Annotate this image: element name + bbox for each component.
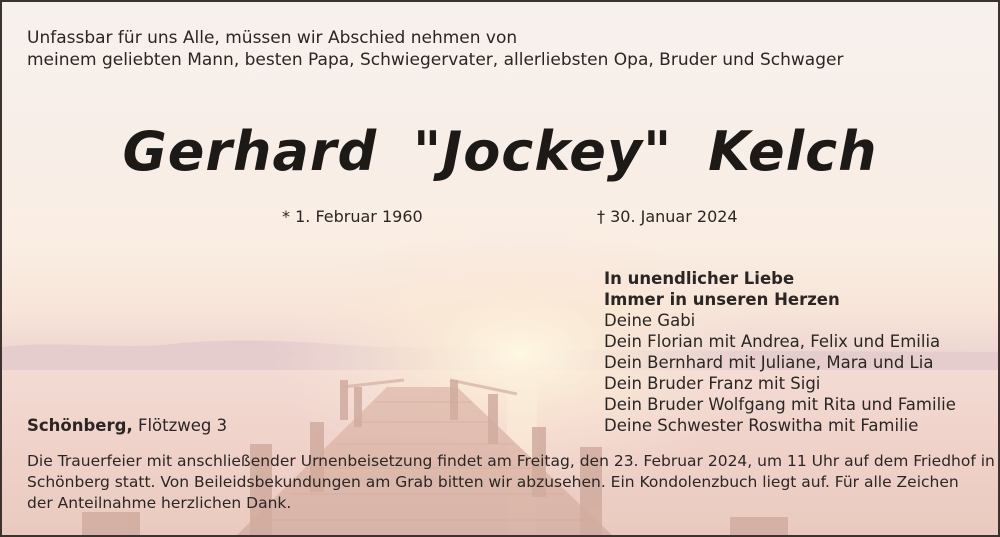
address-street: Flötzweg 3: [137, 416, 228, 435]
mourner-entry: Deine Schwester Roswitha mit Familie: [604, 416, 919, 435]
deceased-name: Gerhard "Jockey" Kelch: [122, 120, 878, 183]
mourner-entry: Dein Bruder Wolfgang mit Rita und Familie: [604, 395, 956, 414]
intro-line: meinem geliebten Mann, besten Papa, Schwiegervater, allerliebsten Opa, Bruder und Schwager: [27, 50, 844, 70]
funeral-line: Die Trauerfeier mit anschließender Urnenbeisetzung findet am Freitag, den 23. Februar 2024, um 11 Uhr auf dem Friedhof in: [27, 452, 995, 470]
family-address: [27, 416, 227, 435]
mourners-list: [604, 268, 956, 436]
address-town: Schönberg,: [27, 416, 133, 435]
mourner-entry: Dein Bruder Franz mit Sigi: [604, 374, 821, 393]
mourners-subheading: Immer in unseren Herzen: [604, 290, 840, 309]
mourner-entry: Deine Gabi: [604, 311, 696, 330]
mourner-entry: Dein Bernhard mit Juliane, Mara und Lia: [604, 353, 934, 372]
death-date: † 30. Januar 2024: [597, 207, 738, 226]
intro-line: Unfassbar für uns Alle, müssen wir Abschied nehmen von: [27, 28, 518, 48]
mourner-entry: Dein Florian mit Andrea, Felix und Emilia: [604, 332, 941, 351]
mourners-heading: In unendlicher Liebe: [604, 269, 795, 288]
funeral-line: Schönberg statt. Von Beileidsbekundungen am Grab bitten wir abzusehen. Ein Kondolenzbuch liegt auf. Für alle Zeichen: [27, 473, 959, 491]
birth-date: * 1. Februar 1960: [282, 207, 423, 226]
funeral-line: der Anteilnahme herzlichen Dank.: [27, 494, 292, 512]
intro-text: [27, 27, 843, 71]
funeral-details: [27, 451, 995, 514]
